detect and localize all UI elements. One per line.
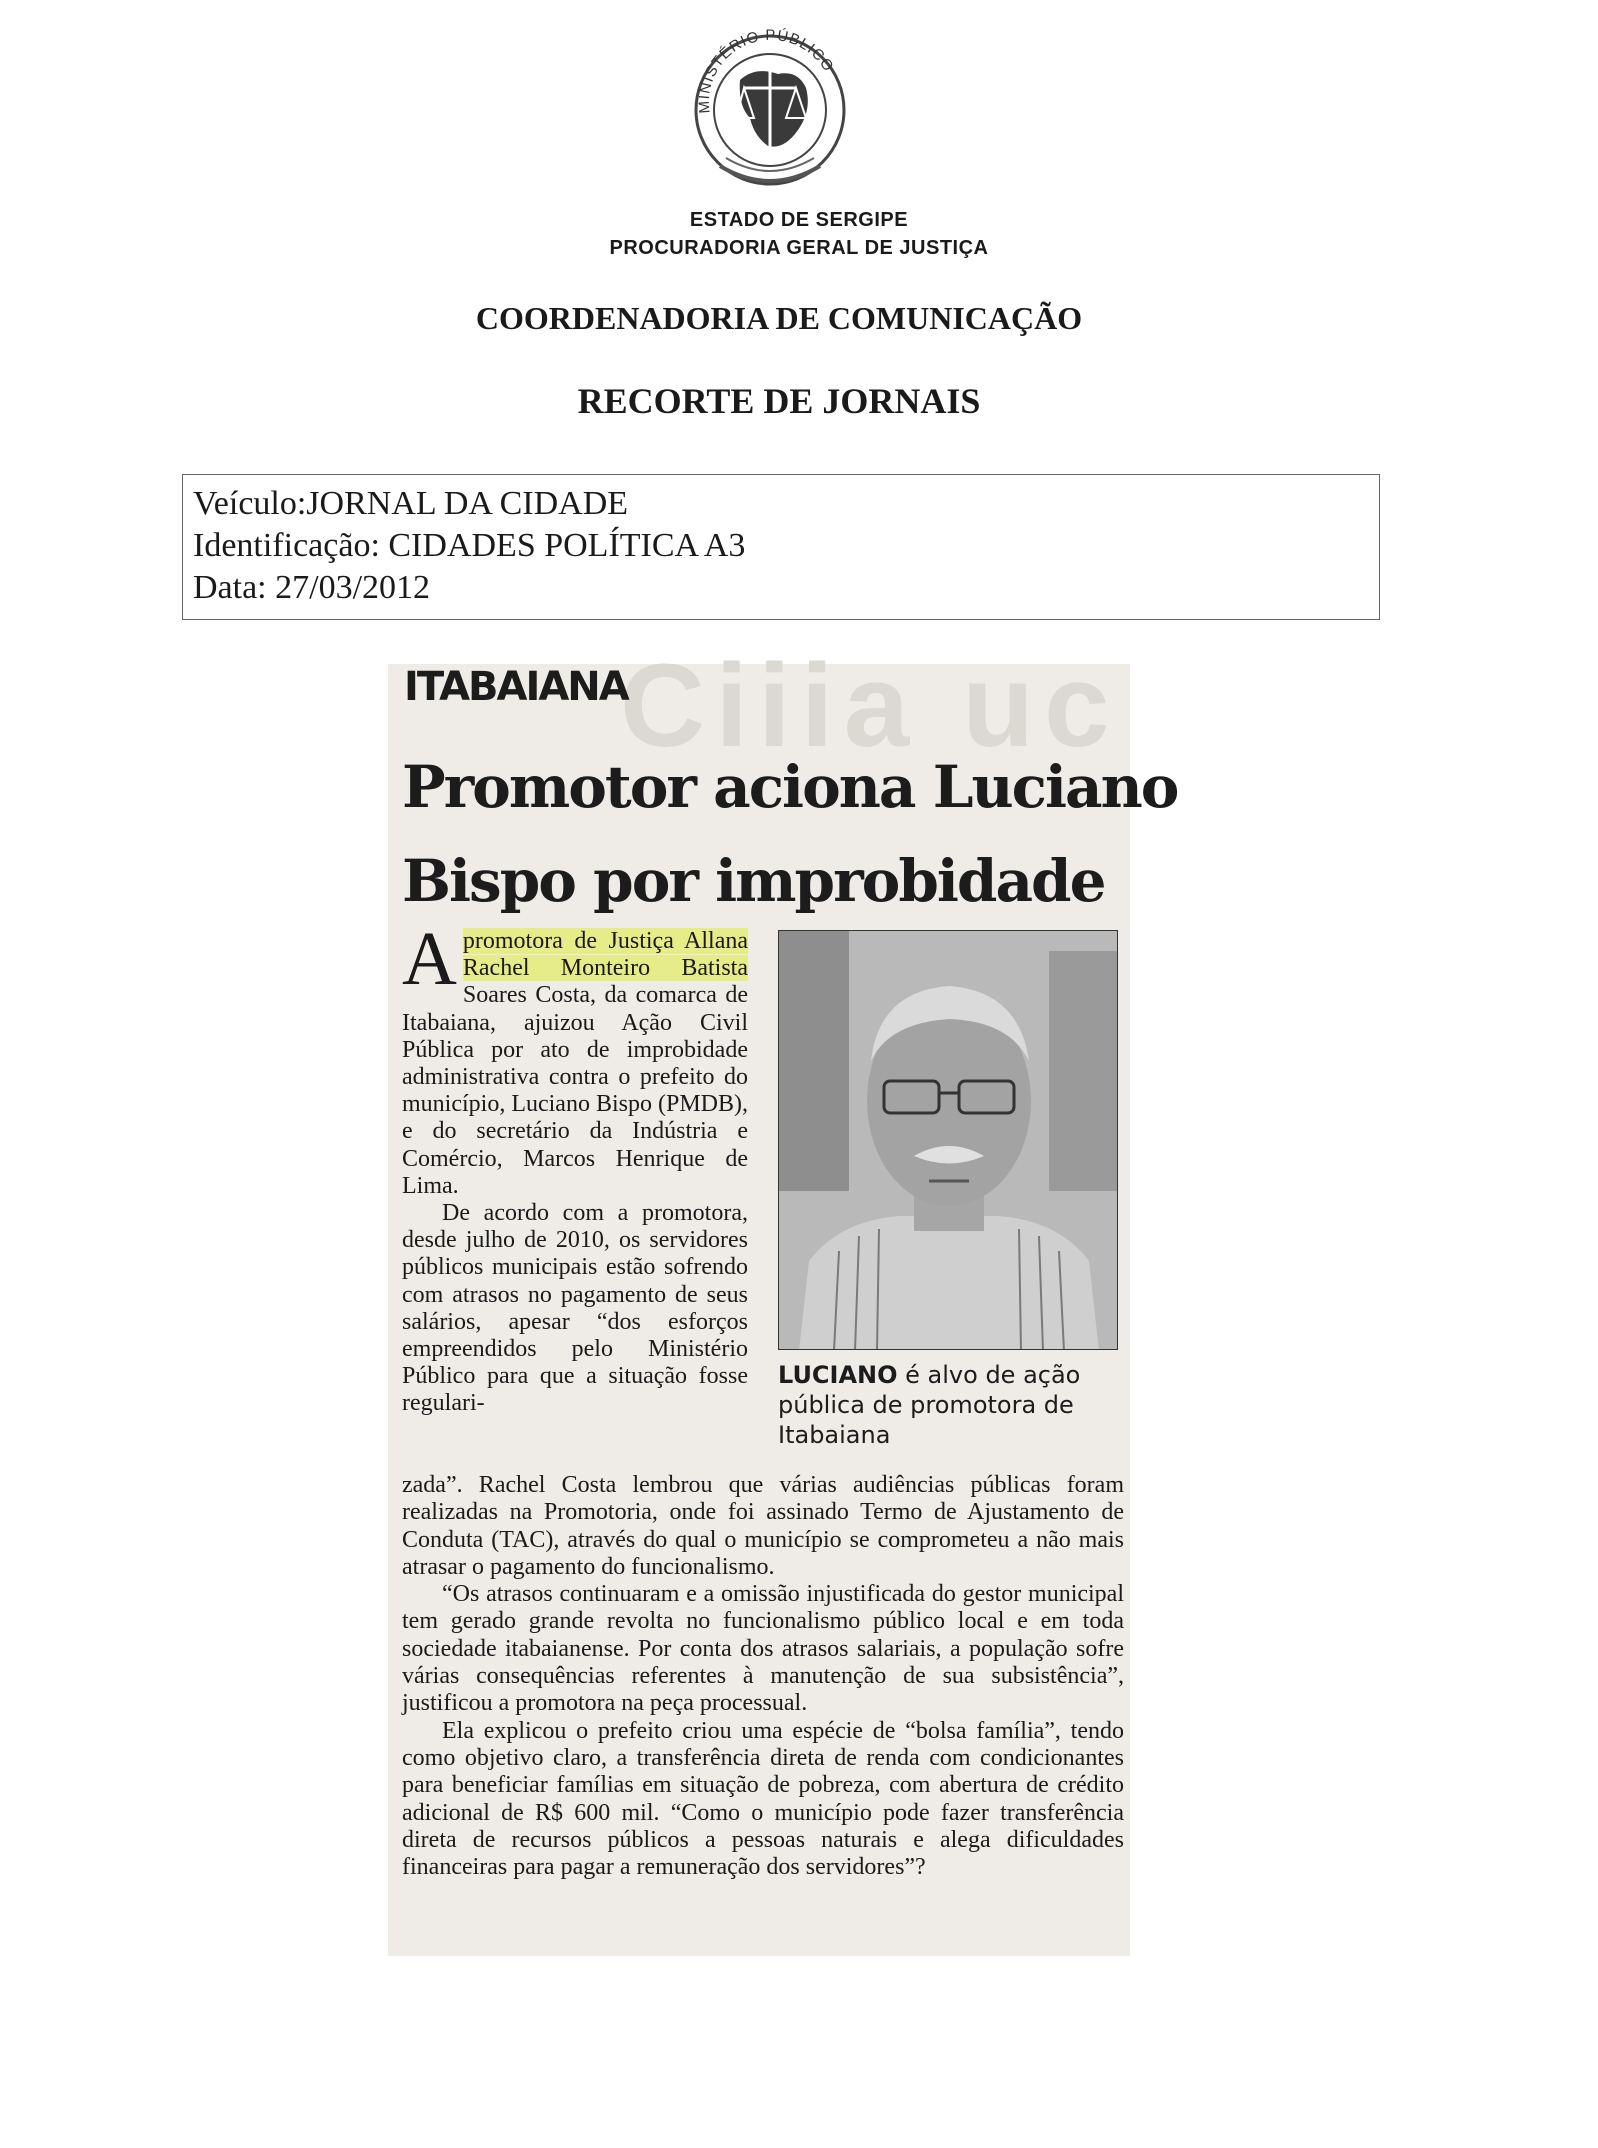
article-headline xyxy=(402,740,1178,928)
paragraph-2-end: zada”. Rachel Costa lembrou que várias audiências públicas foram realizadas na Promotoria, onde foi assinado Termo de Ajustamento de Conduta (TAC), através do qual o município se comprometeu a não mais atrasar o pagamento do funcionalismo. xyxy=(402,1472,1124,1580)
article-photo xyxy=(778,930,1118,1350)
section-label: ITABAIANA xyxy=(404,664,628,710)
drop-cap: A xyxy=(402,917,457,1001)
paragraph-3: “Os atrasos continuaram e a omissão injustificada do gestor municipal tem gerado grande revolta no funcionalismo público local e em toda sociedade itabaianense. Por conta dos atrasos salariais, a população sofre várias consequências referentes à manutenção de sua subsistência”, justificou a promotora na peça processual. xyxy=(402,1581,1124,1717)
faded-background-text: Ciiia uc xyxy=(620,640,1120,772)
article-body-narrow xyxy=(402,917,748,1418)
paragraph-1-rest: Soares Costa, da comarca de Itabaiana, ajuizou Ação Civil Pública por ato de improbidade administrativa contra o prefeito do município, Luciano Bispo (PMDB), e do secretário da Indústria e Comércio, Marcos Henrique de Lima. xyxy=(402,982,748,1199)
highlighted-text-1: promotora de Justiça Allana xyxy=(462,928,748,954)
portrait-image xyxy=(779,931,1118,1350)
date-line: Data: 27/03/2012 xyxy=(193,569,431,606)
paragraph-2-start: De acordo com a promotora, desde julho de 2010, os servidores públicos municipais estão sofrendo com atrasos no pagamento de seus salários, apesar “dos esforços empreendidos pelo Ministério Público para que a situação fosse regulari- xyxy=(402,1200,748,1417)
vehicle-line: Veículo:JORNAL DA CIDADE xyxy=(193,485,629,522)
agency-name: PROCURADORIA GERAL DE JUSTIÇA xyxy=(609,237,989,259)
identification-line: Identificação: CIDADES POLÍTICA A3 xyxy=(193,527,746,564)
caption-lead: LUCIANO xyxy=(778,1361,898,1389)
paragraph-4: Ela explicou o prefeito criou uma espécie de “bolsa família”, tendo como objetivo claro, a transferência direta de renda com condicionantes para beneficiar famílias em situação de pobreza, com abertura de crédito adicional de R$ 600 mil. “Como o município pode fazer transferência direta de recursos públicos a pessoas naturais e alega dificuldades financeiras para pagar a remuneração dos servidores”? xyxy=(402,1717,1124,1881)
caption-text: é alvo de ação pública de promotora de Itabaiana xyxy=(778,1361,1081,1449)
photo-caption xyxy=(778,1360,1118,1450)
newspaper-clipping xyxy=(388,640,1178,1956)
ministerio-publico-seal xyxy=(680,18,860,198)
state-name: ESTADO DE SERGIPE xyxy=(689,209,909,231)
headline-line-1: Promotor aciona Luciano xyxy=(402,753,1178,821)
department-title: COORDENADORIA DE COMUNICAÇÃO xyxy=(475,300,1083,336)
article-body-wide xyxy=(402,1472,1124,1881)
headline-line-2: Bispo por improbidade xyxy=(402,847,1105,915)
paragraph-1 xyxy=(402,917,748,1200)
clipping-info-box xyxy=(182,474,1380,620)
svg-text:MINISTÉRIO PÚBLICO: MINISTÉRIO PÚBLICO xyxy=(695,26,838,115)
document-title: RECORTE DE JORNAIS xyxy=(577,381,981,421)
highlighted-text-2: Rachel Monteiro Batista xyxy=(462,955,748,982)
